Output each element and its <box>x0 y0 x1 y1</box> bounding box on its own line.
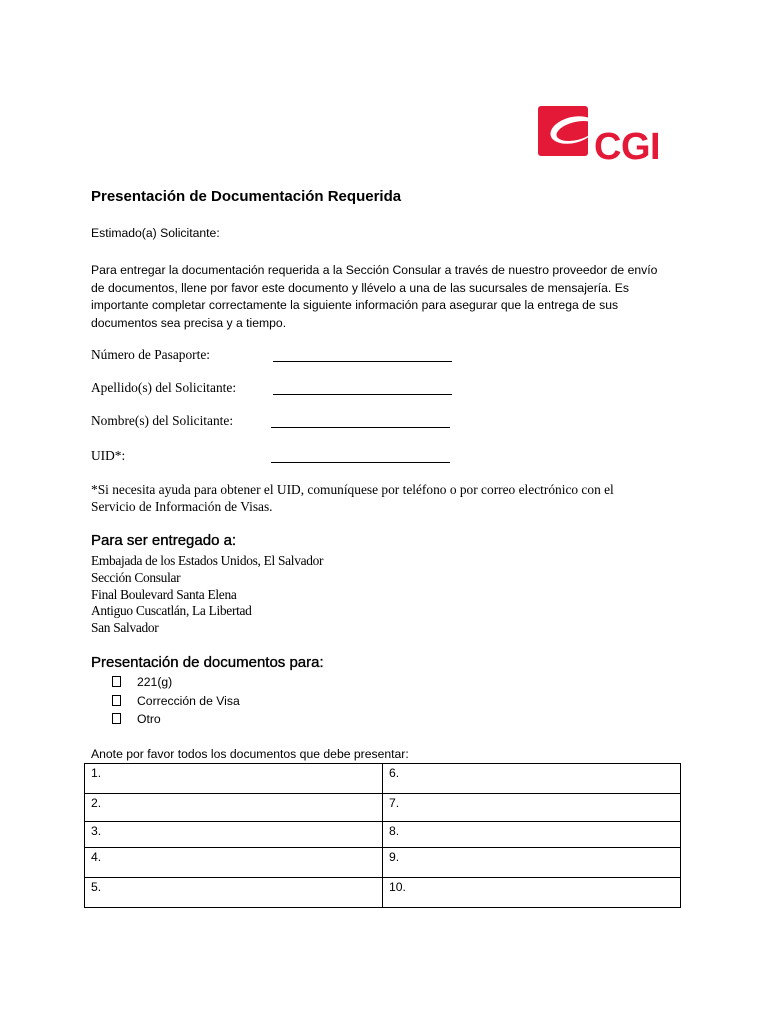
address-line: Embajada de los Estados Unidos, El Salvador <box>91 553 324 568</box>
greeting: Estimado(a) Solicitante: <box>91 226 220 240</box>
option-221g[interactable] <box>112 675 172 689</box>
address-line: Final Boulevard Santa Elena <box>91 586 237 602</box>
applicant-surname-label: Apellido(s) del Solicitante: <box>91 380 237 395</box>
table-cell[interactable]: 4. <box>85 848 383 878</box>
table-row <box>85 822 681 848</box>
table-row <box>85 794 681 822</box>
uid-note-line: *Si necesita ayuda para obtener el UID, comuníquese por teléfono o por correo electrónico con el <box>91 482 614 497</box>
documents-for-heading: Presentación de documentos para: <box>91 654 324 671</box>
cgi-logo-mark-icon <box>538 106 588 156</box>
passport-number-label: Número de Pasaporte: <box>91 347 210 362</box>
documents-instruction: Anote por favor todos los documentos que debe presentar: <box>91 747 409 761</box>
checkbox-icon[interactable] <box>112 695 121 706</box>
table-cell[interactable]: 8. <box>383 822 681 848</box>
intro-paragraph <box>91 262 657 332</box>
address-line: San Salvador <box>91 620 159 636</box>
address-line: Antiguo Cuscatlán, La Libertad <box>91 603 252 619</box>
table-cell[interactable]: 1. <box>85 764 383 794</box>
table-cell[interactable]: 5. <box>85 878 383 908</box>
checkbox-icon[interactable] <box>112 676 121 687</box>
option-other[interactable] <box>112 712 161 726</box>
table-row <box>85 764 681 794</box>
checkbox-icon[interactable] <box>112 713 121 724</box>
option-label: Otro <box>137 712 161 726</box>
address-line: Sección Consular <box>91 569 181 585</box>
uid-label: UID*: <box>91 448 126 463</box>
delivery-heading: Para ser entregado a: <box>91 532 237 549</box>
intro-line: de documentos, llene por favor este documento y llévelo a una de las sucursales de mensajería. Es <box>91 280 629 295</box>
table-cell[interactable]: 9. <box>383 848 681 878</box>
table-row <box>85 878 681 908</box>
table-row <box>85 848 681 878</box>
documents-table <box>84 763 681 908</box>
page-title: Presentación de Documentación Requerida <box>91 188 402 205</box>
applicant-name-label: Nombre(s) del Solicitante: <box>91 413 234 428</box>
option-label: 221(g) <box>137 675 173 689</box>
cgi-logo <box>538 106 670 176</box>
table-cell[interactable]: 7. <box>383 794 681 822</box>
applicant-name-field[interactable] <box>271 427 450 428</box>
delivery-address <box>91 553 323 637</box>
applicant-surname-field[interactable] <box>273 394 452 395</box>
intro-line: documentos sea precisa y a tiempo. <box>91 315 287 330</box>
table-cell[interactable]: 10. <box>383 878 681 908</box>
intro-line: Para entregar la documentación requerida a la Sección Consular a través de nuestro proveedor de envío <box>91 263 658 277</box>
passport-number-field[interactable] <box>273 361 452 362</box>
table-cell[interactable]: 3. <box>85 822 383 848</box>
option-visa-correction[interactable] <box>112 694 240 708</box>
intro-line: importante completar correctamente la siguiente información para asegurar que la entrega de sus <box>91 298 619 312</box>
uid-note <box>91 481 614 515</box>
uid-note-line: Servicio de Información de Visas. <box>91 499 273 514</box>
cgi-logo-wordmark: CGI <box>594 126 661 168</box>
option-label: Corrección de Visa <box>137 694 240 708</box>
uid-field[interactable] <box>271 462 450 463</box>
table-cell[interactable]: 6. <box>383 764 681 794</box>
table-cell[interactable]: 2. <box>85 794 383 822</box>
